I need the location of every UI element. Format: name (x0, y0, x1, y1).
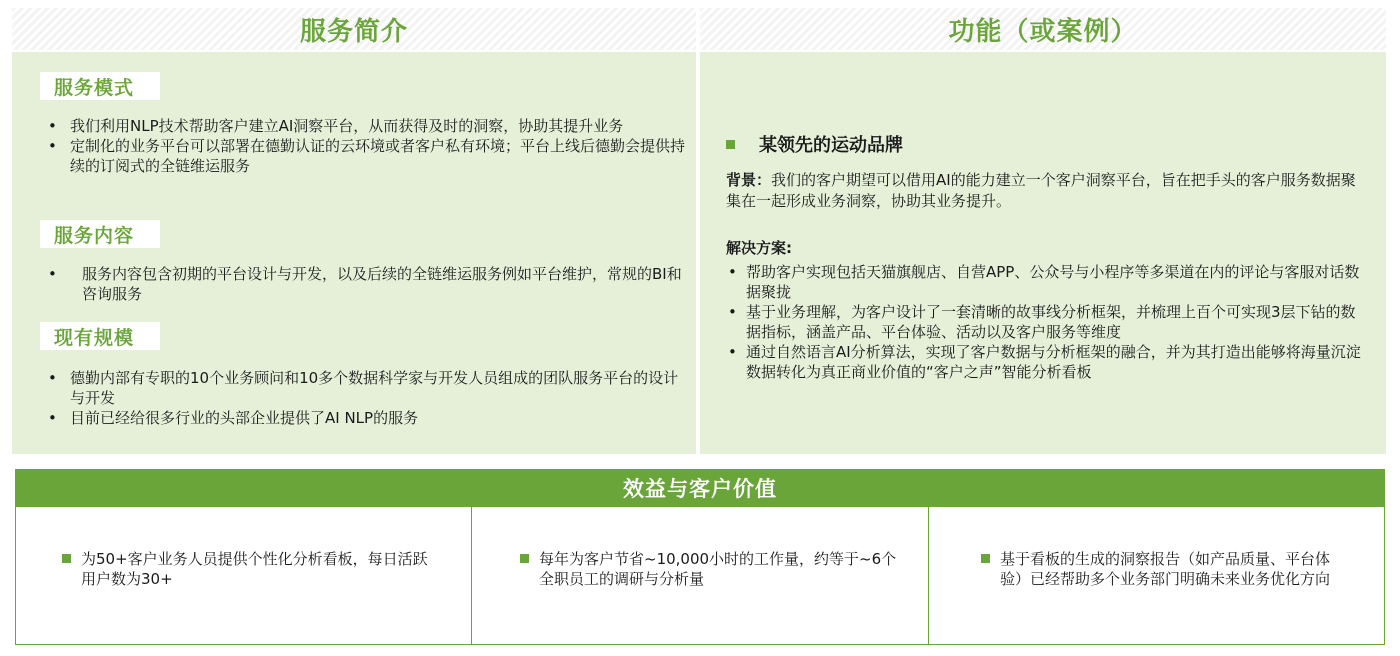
benefit-text: 每年为客户节省~10,000小时的工作量，约等于~6个全职员工的调研与分析量 (539, 550, 897, 588)
list-item: • 我们利用NLP技术帮助客户建立AI洞察平台，从而获得及时的洞察，协助其提升业务 (48, 116, 688, 136)
section-tag-current-scale: 现有规模 (40, 322, 160, 350)
square-bullet-icon (726, 140, 735, 149)
function-title: 功能（或案例） (948, 16, 1138, 47)
square-bullet-icon (981, 554, 990, 563)
section-tag-service-content: 服务内容 (40, 220, 160, 248)
list-item: • 基于业务理解，为客户设计了一套清晰的故事线分析框架，并梳理上百个可实现3层下钻的数据指标，涵盖产品、平台体验、活动以及客户服务等维度 (726, 302, 1366, 342)
list-item: • 德勤内部有专职的10个业务顾问和10多个数据科学家与开发人员组成的团队服务平台的设计与开发 (48, 368, 688, 408)
service-content-list (48, 264, 688, 304)
function-header (700, 8, 1386, 50)
solution-label: 解决方案: (726, 239, 792, 257)
list-item: • 目前已经给很多行业的头部企业提供了AI NLP的服务 (48, 408, 688, 428)
background-text: 我们的客户期望可以借用AI的能力建立一个客户洞察平台，旨在把手头的客户服务数据聚集在一起形成业务洞察，协助其业务提升。 (726, 171, 1356, 210)
case-title: 某领先的运动品牌 (759, 135, 903, 156)
service-model-list (48, 116, 688, 176)
current-scale-list (48, 368, 688, 428)
benefit-card-2 (472, 507, 929, 645)
service-intro-title: 服务简介 (299, 16, 408, 47)
square-bullet-icon (62, 554, 71, 563)
list-item: • 服务内容包含初期的平台设计与开发，以及后续的全链维运服务例如平台维护，常规的BI和咨询服务 (48, 264, 688, 304)
background-label: 背景： (726, 171, 772, 189)
case-title-row (726, 131, 903, 157)
benefit-text: 为50+客户业务人员提供个性化分析看板，每日活跃用户数为30+ (81, 550, 428, 588)
background-paragraph (726, 170, 1366, 212)
benefit-card-3 (929, 507, 1385, 645)
list-item: • 帮助客户实现包括天猫旗舰店、自营APP、公众号与小程序等多渠道在内的评论与客服对话数据聚拢 (726, 262, 1366, 302)
list-item: • 通过自然语言AI分析算法，实现了客户数据与分析框架的融合，并为其打造出能够将海量沉淀数据转化为真正商业价值的“客户之声”智能分析看板 (726, 342, 1366, 382)
benefit-card-1 (15, 507, 472, 645)
benefits-title: 效益与客户价值 (623, 477, 777, 501)
list-item: • 定制化的业务平台可以部署在德勤认证的云环境或者客户私有环境；平台上线后德勤会提供持续的订阅式的全链维运服务 (48, 136, 688, 176)
square-bullet-icon (520, 554, 529, 563)
service-intro-panel (12, 52, 696, 454)
benefits-bar (15, 469, 1385, 507)
section-tag-service-model: 服务模式 (40, 72, 160, 100)
service-intro-header (12, 8, 696, 50)
benefit-text: 基于看板的生成的洞察报告（如产品质量、平台体验）已经帮助多个业务部门明确未来业务优化方向 (1000, 550, 1331, 588)
solution-list (726, 262, 1366, 382)
